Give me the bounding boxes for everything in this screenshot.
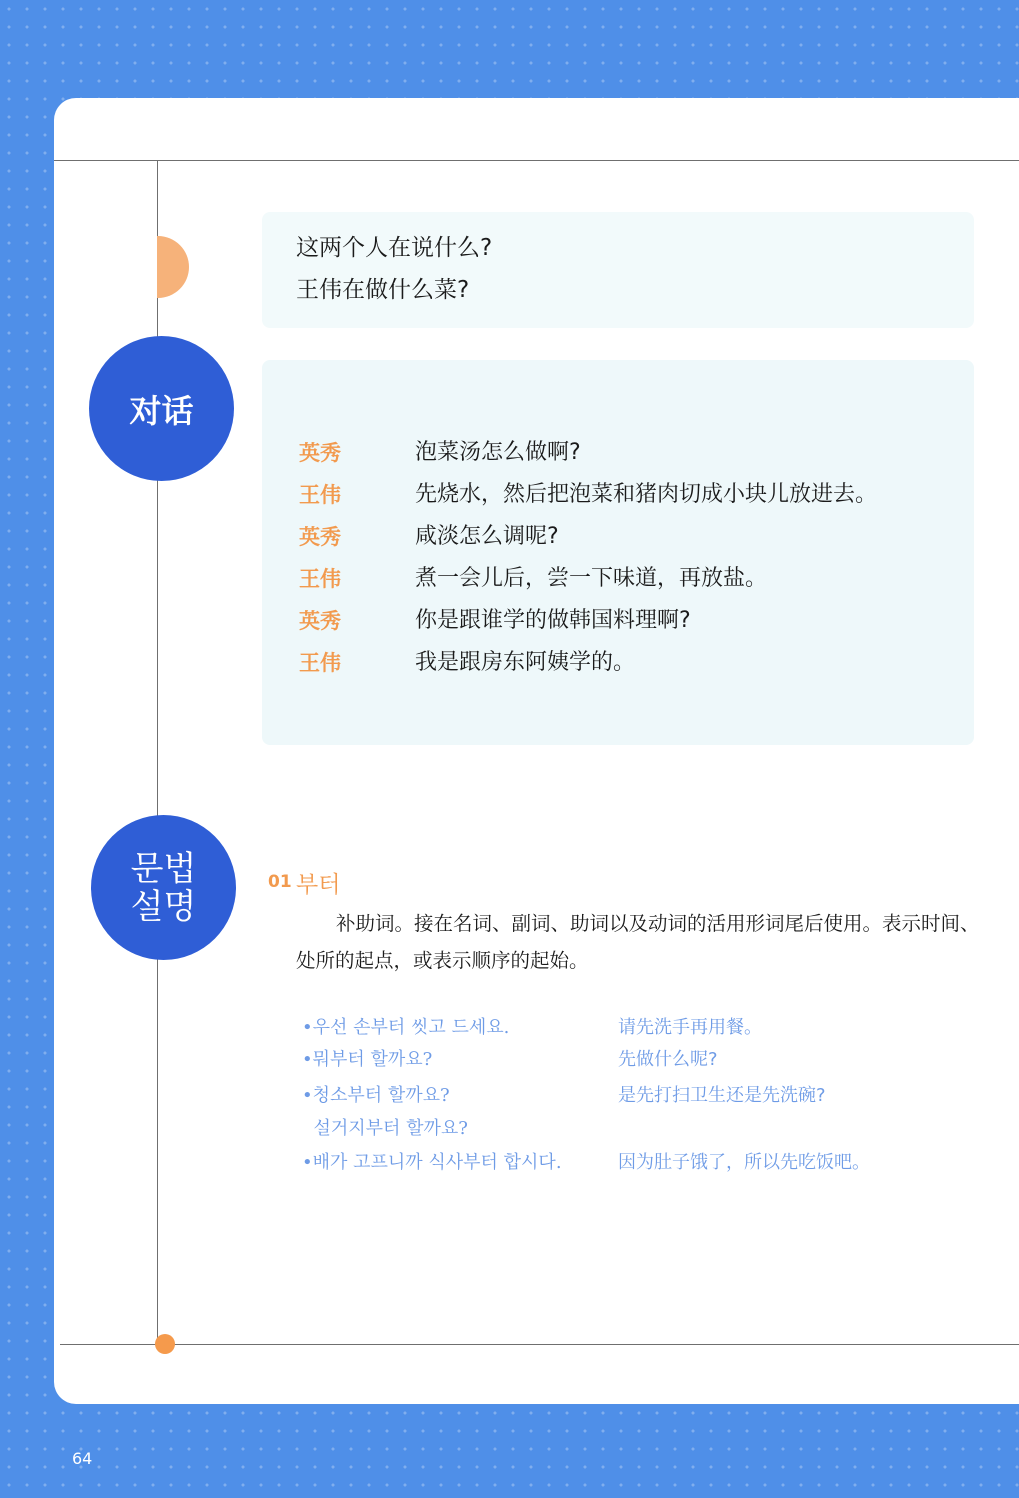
dialogue-speaker: 英秀: [299, 525, 341, 549]
orange-dot: [155, 1334, 175, 1354]
dialogue-badge: [89, 336, 234, 481]
dialogue-line: 先烧水，然后把泡菜和猪肉切成小块儿放进去。: [415, 482, 878, 507]
top-rule: [54, 160, 1019, 161]
dialogue-speaker: 英秀: [299, 441, 341, 465]
grammar-description: 补助词。接在名词、副词、助词以及动词的活用形词尾后使用。表示时间、处所的起点，或表示顺序的起始。: [296, 912, 980, 972]
grammar-number: 01: [268, 872, 292, 892]
example-korean: •청소부터 할까요?: [302, 1085, 450, 1106]
warmup-question: 这两个人在说什么?: [296, 235, 493, 261]
example-chinese: 请先洗手再用餐。: [618, 1017, 762, 1038]
dialogue-line: 我是跟房东阿姨学的。: [415, 650, 636, 675]
example-chinese: 是先打扫卫生还是先洗碗?: [618, 1085, 826, 1106]
dialogue-badge-label: 对话: [129, 391, 194, 430]
dialogue-speaker: 王伟: [299, 567, 341, 591]
grammar-word: 부터: [296, 872, 341, 898]
dialogue-speaker: 英秀: [299, 609, 341, 633]
dialogue-background: [262, 360, 974, 745]
warmup-question: 王伟在做什么菜?: [296, 277, 470, 303]
dialogue-line: 你是跟谁学的做韩国料理啊?: [415, 608, 691, 633]
dialogue-speaker: 王伟: [299, 483, 341, 507]
grammar-badge: [91, 815, 236, 960]
example-korean: •뭐부터 할까요?: [302, 1049, 433, 1070]
dialogue-speaker: 王伟: [299, 651, 341, 675]
dialogue-line: 煮一会儿后，尝一下味道，再放盐。: [415, 566, 768, 591]
example-korean: •배가 고프니까 식사부터 합시다.: [302, 1152, 562, 1173]
example-korean: 설거지부터 할까요?: [302, 1118, 468, 1139]
dialogue-line: 咸淡怎么调呢?: [415, 524, 559, 549]
example-chinese: 先做什么呢?: [618, 1049, 718, 1070]
dialogue-line: 泡菜汤怎么做啊?: [415, 440, 581, 465]
example-chinese: 因为肚子饿了，所以先吃饭吧。: [618, 1152, 870, 1173]
bottom-rule: [60, 1344, 1019, 1345]
grammar-badge-label: 문법 설명: [130, 848, 197, 927]
page-number: 64: [72, 1449, 93, 1468]
example-korean: •우선 손부터 씻고 드세요.: [302, 1017, 510, 1038]
